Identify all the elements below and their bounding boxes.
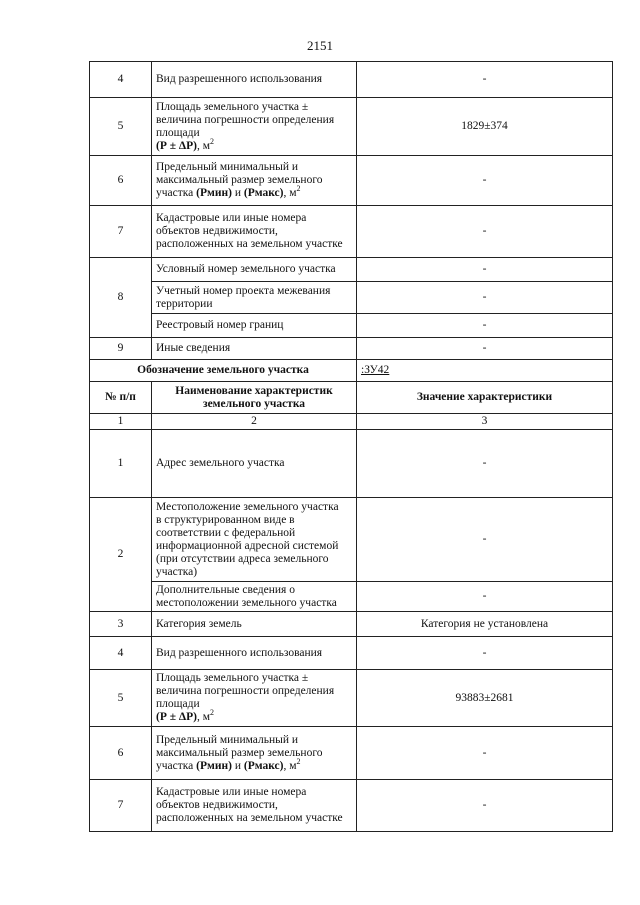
characteristic-value: - — [357, 62, 613, 98]
row-number: 4 — [90, 637, 152, 670]
characteristic-value: - — [357, 727, 613, 780]
characteristic-name: Площадь земельного участка ± величина погрешности определения площади (Р ± ΔР), $м^2$ — [152, 98, 357, 156]
row-number: 6 — [90, 156, 152, 206]
row-number: 5 — [90, 98, 152, 156]
table-row — [90, 582, 613, 612]
row-number: 7 — [90, 780, 152, 832]
table-row — [90, 637, 613, 670]
characteristic-value: 1829±374 — [357, 98, 613, 156]
characteristic-value: - — [357, 338, 613, 360]
table-row — [90, 498, 613, 582]
characteristic-value: - — [357, 498, 613, 582]
row-number: 8 — [90, 258, 152, 338]
table-row — [90, 430, 613, 498]
designation-code-cell — [357, 360, 613, 382]
table-row — [90, 98, 613, 156]
characteristic-value: - — [357, 430, 613, 498]
characteristic-value: - — [357, 206, 613, 258]
row-number: 2 — [90, 498, 152, 612]
table-row — [90, 282, 613, 314]
characteristic-name: Кадастровые или иные номера объектов недвижимости, расположенных на земельном участке — [152, 780, 357, 832]
characteristic-name: Площадь земельного участка ± величина погрешности определения площади (Р ± ΔР), $м^2$ — [152, 670, 357, 727]
row-number: 9 — [90, 338, 152, 360]
header-num: № п/п — [90, 382, 152, 414]
table-row — [90, 670, 613, 727]
characteristic-name: Предельный минимальный и максимальный размер земельного участка (Рмин) и (Рмакс), $м^2$ — [152, 156, 357, 206]
land-plot-table — [89, 61, 613, 832]
row-number: 4 — [90, 62, 152, 98]
characteristic-name: Реестровый номер границ — [152, 314, 357, 338]
characteristic-name: Адрес земельного участка — [152, 430, 357, 498]
characteristic-value: - — [357, 258, 613, 282]
characteristic-name: Иные сведения — [152, 338, 357, 360]
page-number: 2151 — [307, 38, 333, 53]
characteristic-value: - — [357, 780, 613, 832]
table-row — [90, 727, 613, 780]
characteristic-value: Категория не установлена — [357, 612, 613, 637]
header-name: Наименование характеристик земельного участка — [152, 382, 357, 414]
characteristic-value: 93883±2681 — [357, 670, 613, 727]
designation-row — [90, 360, 613, 382]
characteristic-value: - — [357, 314, 613, 338]
table-row — [90, 258, 613, 282]
row-number: 3 — [90, 612, 152, 637]
header-value: Значение характеристики — [357, 382, 613, 414]
characteristic-name: Учетный номер проекта межевания территории — [152, 282, 357, 314]
table-row — [90, 780, 613, 832]
characteristic-value: - — [357, 582, 613, 612]
row-number: 7 — [90, 206, 152, 258]
characteristic-value: - — [357, 637, 613, 670]
table-row — [90, 156, 613, 206]
column-index: 1 — [90, 414, 152, 430]
characteristic-name: Дополнительные сведения о местоположении земельного участка — [152, 582, 357, 612]
table-row — [90, 206, 613, 258]
table-row — [90, 62, 613, 98]
characteristic-name: Условный номер земельного участка — [152, 258, 357, 282]
characteristic-name: Вид разрешенного использования — [152, 62, 357, 98]
table-row — [90, 338, 613, 360]
designation-label: Обозначение земельного участка — [90, 360, 357, 382]
characteristic-name: Кадастровые или иные номера объектов недвижимости, расположенных на земельном участке — [152, 206, 357, 258]
column-index: 3 — [357, 414, 613, 430]
characteristic-name: Категория земель — [152, 612, 357, 637]
characteristic-name: Предельный минимальный и максимальный размер земельного участка (Рмин) и (Рмакс), $м^2$ — [152, 727, 357, 780]
column-index-row — [90, 414, 613, 430]
designation-code: :ЗУ42 — [361, 364, 390, 376]
row-number: 1 — [90, 430, 152, 498]
column-index: 2 — [152, 414, 357, 430]
table-row — [90, 314, 613, 338]
characteristic-name: Вид разрешенного использования — [152, 637, 357, 670]
characteristic-value: - — [357, 156, 613, 206]
row-number: 6 — [90, 727, 152, 780]
characteristic-name: Местоположение земельного участка в структурированном виде в соответствии с федеральной информационной адресной системой (при отсутствии адреса земельного участка) — [152, 498, 357, 582]
table-row — [90, 612, 613, 637]
characteristic-value: - — [357, 282, 613, 314]
row-number: 5 — [90, 670, 152, 727]
table-header-row — [90, 382, 613, 414]
